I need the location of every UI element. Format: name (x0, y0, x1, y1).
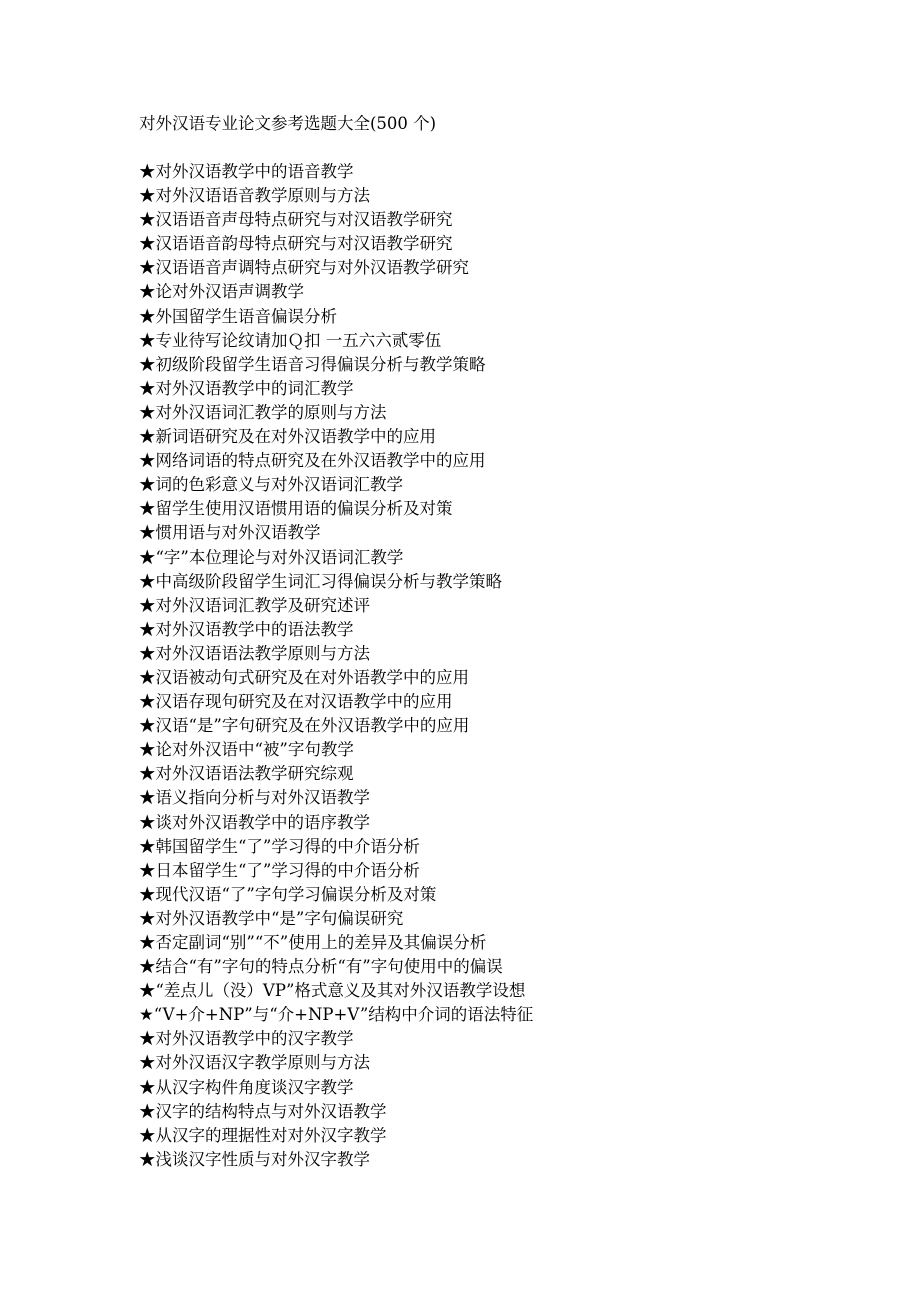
topic-item: ★汉语语音声母特点研究与对汉语教学研究 (139, 210, 453, 230)
topic-item: ★汉语语音声调特点研究与对外汉语教学研究 (139, 258, 469, 278)
topic-item: ★韩国留学生“了”学习得的中介语分析 (139, 836, 420, 856)
topic-item: ★否定副词“别”“不”使用上的差异及其偏误分析 (139, 933, 487, 952)
topic-item: ★结合“有”字句的特点分析“有”字句使用中的偏误 (139, 957, 503, 977)
document-title: 对外汉语专业论文参考选题大全(500 个) (139, 114, 437, 133)
topic-item: ★从汉字构件角度谈汉字教学 (139, 1077, 354, 1097)
topic-item: ★专业待写论纹请加Ｑ扣 一五六六贰零伍 (139, 330, 442, 350)
topic-item: ★对外汉语语法教学原则与方法 (139, 643, 370, 663)
topic-list (139, 160, 879, 1172)
topic-item: ★对外汉语词汇教学及研究述评 (139, 595, 370, 615)
document-page (139, 112, 879, 1172)
topic-item: ★汉语存现句研究及在对汉语教学中的应用 (139, 692, 453, 712)
topic-item: ★汉字的结构特点与对外汉语教学 (139, 1101, 387, 1121)
topic-item: ★语义指向分析与对外汉语教学 (139, 788, 370, 808)
topic-item: ★“差点儿（没）VP”格式意义及其对外汉语教学设想 (139, 981, 526, 1001)
topic-item: ★汉语被动句式研究及在对外语教学中的应用 (139, 667, 469, 687)
topic-item: ★对外汉语词汇教学的原则与方法 (139, 402, 387, 422)
topic-item: ★浅谈汉字性质与对外汉字教学 (139, 1149, 370, 1169)
topic-item: ★日本留学生“了”学习得的中介语分析 (139, 860, 420, 880)
topic-item: ★对外汉语语法教学研究综观 (139, 764, 354, 784)
topic-item: ★初级阶段留学生语音习得偏误分析与教学策略 (139, 354, 486, 374)
topic-item: ★对外汉语教学中“是”字句偏误研究 (139, 908, 404, 928)
topic-item: ★新词语研究及在对外汉语教学中的应用 (139, 427, 436, 447)
topic-item: ★外国留学生语音偏误分析 (139, 306, 337, 326)
topic-item: ★汉语语音韵母特点研究与对汉语教学研究 (139, 234, 453, 254)
topic-item: ★中高级阶段留学生词汇习得偏误分析与教学策略 (139, 571, 502, 591)
topic-item: ★对外汉语汉字教学原则与方法 (139, 1053, 370, 1073)
topic-item: ★论对外汉语声调教学 (139, 282, 304, 302)
topic-item: ★谈对外汉语教学中的语序教学 (139, 812, 370, 832)
topic-item: ★网络词语的特点研究及在外汉语教学中的应用 (139, 451, 486, 471)
topic-item: ★留学生使用汉语惯用语的偏误分析及对策 (139, 499, 453, 519)
topic-item: ★汉语“是”字句研究及在外汉语教学中的应用 (139, 716, 470, 736)
topic-item: ★词的色彩意义与对外汉语词汇教学 (139, 475, 403, 495)
topic-item: ★“字”本位理论与对外汉语词汇教学 (139, 547, 404, 567)
topic-item: ★对外汉语教学中的汉字教学 (139, 1029, 354, 1049)
topic-item: ★对外汉语教学中的语音教学 (139, 162, 354, 181)
topic-item: ★惯用语与对外汉语教学 (139, 523, 321, 543)
topic-item: ★论对外汉语中“被”字句教学 (139, 740, 354, 760)
topic-item: ★“V+介+NP”与“介+NP+V”结构中介词的语法特征 (139, 1005, 534, 1025)
topic-item: ★现代汉语“了”字句学习偏误分析及对策 (139, 884, 437, 904)
topic-item: ★对外汉语教学中的语法教学 (139, 619, 354, 639)
topic-item: ★从汉字的理据性对对外汉字教学 (139, 1125, 387, 1145)
topic-item: ★对外汉语语音教学原则与方法 (139, 186, 370, 206)
topic-item: ★对外汉语教学中的词汇教学 (139, 378, 354, 398)
